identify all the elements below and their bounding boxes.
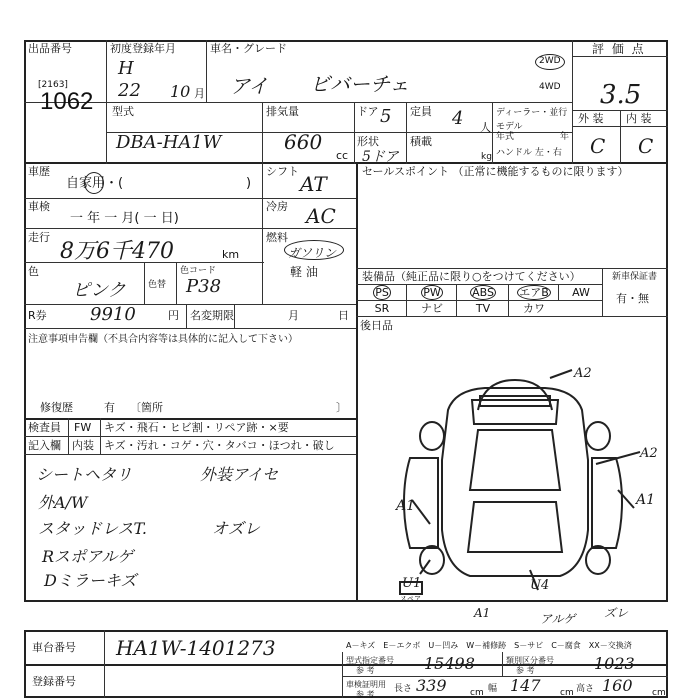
first-reg-label: 初度登録年月 <box>110 42 176 55</box>
color-change-label: 色替 <box>148 280 167 290</box>
warranty-label: 新車保証書 <box>612 272 658 282</box>
equipment-abs: ABS <box>472 286 494 299</box>
year-value: 22 <box>118 80 141 101</box>
mark-u1: U1 <box>402 576 422 591</box>
month-value: 10 <box>170 82 191 101</box>
displacement-value: 660 <box>284 130 323 154</box>
interior-check-label: 内装 <box>72 439 94 452</box>
later-items-label: 後日品 <box>360 319 393 332</box>
color-label: 色 <box>28 265 39 278</box>
repair-bracket-close: 〕 <box>336 401 347 414</box>
length-value: 339 <box>416 676 447 695</box>
length-label: 長さ <box>394 684 413 694</box>
exterior-grade: C <box>590 134 606 158</box>
aircon-value: AC <box>306 204 336 228</box>
type-value: 15498 <box>424 654 475 673</box>
fuel-circle <box>284 240 344 260</box>
interior-label: 内 装 <box>626 112 652 125</box>
history-close: ) <box>246 176 252 191</box>
interior-grade: C <box>638 134 654 158</box>
repair-label: 修復歴 <box>40 401 73 414</box>
mileage-value: 8万6千470 <box>60 239 174 264</box>
inspection-label: 車検 <box>28 200 50 213</box>
wheel-front-right <box>586 422 610 450</box>
inspection-value: 一 年 一 月( 一 日) <box>70 211 179 226</box>
drive-2wd: 2WD <box>539 56 561 66</box>
color-code-value: P38 <box>186 276 222 297</box>
registration-label: 登録番号 <box>32 675 76 688</box>
load-unit: kg <box>481 152 492 162</box>
model-label: 型式 <box>112 105 134 118</box>
model-year-label: モデル <box>496 122 523 132</box>
height-unit: cm <box>652 688 666 698</box>
car-name-label: 車名・グレード <box>210 42 287 55</box>
car-right-side <box>592 458 622 548</box>
frame-label: 車台番号 <box>32 641 76 654</box>
type-sub: 参 考 <box>356 666 375 675</box>
recycle-unit: 円 <box>168 309 179 322</box>
spare-label: スペア <box>400 595 421 603</box>
equipment-navi: ナビ <box>421 302 443 315</box>
note-spoiler: Rスポアルゲ <box>42 547 134 566</box>
mark-a1-rear: A1 <box>474 606 491 620</box>
category-sub: 参 考 <box>516 666 535 675</box>
name-change-month: 月 <box>288 309 299 322</box>
history-label: 車歴 <box>28 165 50 178</box>
capacity-label: 定員 <box>410 105 432 118</box>
color-code-label: 色コード <box>180 266 217 276</box>
doors-value: 5 <box>380 106 392 127</box>
name-change-label: 名変期限 <box>190 309 234 322</box>
category-value: 1023 <box>594 654 635 673</box>
year-unit: 年 <box>560 132 570 142</box>
color-value: ピンク <box>72 280 126 301</box>
shift-label: シフト <box>266 165 299 178</box>
type-label: 型式指定番号 <box>346 656 394 665</box>
fuel-label: 燃料 <box>266 231 288 244</box>
category-label: 類別区分番号 <box>506 656 554 665</box>
width-label: 幅 <box>488 684 498 694</box>
note-seat: シートヘタリ <box>36 465 133 484</box>
repair-bracket-open: 〔箇所 <box>130 401 163 414</box>
mark-a1-left: A1 <box>396 498 416 514</box>
history-circle <box>84 172 104 194</box>
fw-items: キズ・飛石・ヒビ割・リペア跡・×要 <box>104 421 289 434</box>
aircon-label: 冷房 <box>266 200 288 213</box>
rating-value: 3.5 <box>600 80 642 110</box>
note-mirror: Dミラーキズ <box>44 571 137 590</box>
car-rear-window <box>468 502 562 552</box>
month-unit: 月 <box>194 87 205 100</box>
era-value: H <box>118 58 134 79</box>
width-unit: cm <box>560 688 574 698</box>
lot-sub: [2163] <box>38 80 68 90</box>
car-diagram <box>360 340 666 600</box>
displacement-label: 排気量 <box>266 105 299 118</box>
car-hood <box>472 400 558 424</box>
notes-label: 注意事項申告欄（不具合内容等は具体的に記入して下さい） <box>28 334 298 345</box>
note-misalign: オズレ <box>212 519 260 538</box>
mark-misalign: ズレ <box>604 606 629 620</box>
equipment-leather: カワ <box>523 302 545 315</box>
drive-4wd: 4WD <box>539 82 561 92</box>
mark-a2-right: A2 <box>640 446 658 461</box>
handle-label: ハンドル 左・右 <box>496 148 562 158</box>
wheel-front-left <box>420 422 444 450</box>
lot-label: 出品番号 <box>28 42 72 55</box>
car-roof <box>470 430 560 490</box>
warranty-value: 有・無 <box>616 292 649 305</box>
repair-value: 有 <box>104 401 115 414</box>
capacity-unit: 人 <box>480 121 491 134</box>
car-body-outline <box>442 388 588 576</box>
dealer-label: ディーラー・並行 <box>496 108 568 118</box>
mark-a2-top: A2 <box>574 366 592 381</box>
doors-label: ドア <box>357 105 379 118</box>
grade-value: ビバーチェ <box>310 72 410 96</box>
exterior-label: 外 装 <box>578 112 604 125</box>
equipment-pw: PW <box>423 286 441 299</box>
equipment-ps: PS <box>375 286 389 299</box>
pointer-a1-right <box>618 490 634 508</box>
car-name-value: アイ <box>230 74 269 98</box>
frame-value: HA1W-1401273 <box>116 636 276 660</box>
mark-u4: U4 <box>530 578 550 593</box>
lot-number: 1062 <box>40 88 94 115</box>
fuel-option1: ガソリン <box>288 246 337 260</box>
check-label-1: 検査員 <box>28 421 61 434</box>
model-value: DBA-HA1W <box>116 132 222 153</box>
width-value: 147 <box>510 676 541 695</box>
interior-check-items: キズ・汚れ・コゲ・穴・タバコ・ほつれ・破し <box>104 439 335 452</box>
recycle-label: R券 <box>28 309 47 322</box>
shape-label: 形状 <box>357 135 379 148</box>
length-unit: cm <box>470 688 484 698</box>
note-exterior: 外装アイセ <box>200 465 279 484</box>
recycle-value: 9910 <box>90 304 136 325</box>
equipment-aw: AW <box>572 286 590 299</box>
equipment-tv: TV <box>475 302 491 315</box>
pointer-a2-front <box>550 370 572 378</box>
mileage-label: 走行 <box>28 231 50 244</box>
note-aw: 外A/W <box>38 493 88 512</box>
name-change-day: 日 <box>338 309 349 322</box>
mileage-unit: km <box>222 248 240 261</box>
cert-sub: 参 考 <box>356 690 375 699</box>
equipment-label: 装備品（純正品に限り○をつけてください） <box>362 270 581 283</box>
capacity-value: 4 <box>452 108 464 129</box>
displacement-unit: cc <box>336 149 349 162</box>
load-label: 積載 <box>410 135 432 148</box>
sales-point-label: セールスポイント （正常に機能するものに限ります） <box>362 165 629 178</box>
fuel-option2: 軽 油 <box>290 265 318 279</box>
shift-value: AT <box>300 172 327 196</box>
equipment-sr: SR <box>374 302 390 315</box>
note-studless: スタッドレスT. <box>38 519 147 538</box>
check-label-2: 記入欄 <box>28 439 61 452</box>
height-value: 160 <box>602 676 633 695</box>
year-label: 年式 <box>496 132 515 142</box>
legend-text: A－キズ E－エクボ U－凹み W－補修跡 S－サビ C－腐食 XX－交換済 <box>346 641 632 650</box>
height-label: 高さ <box>576 684 595 694</box>
mark-spoiler: アルゲ <box>540 612 576 626</box>
rating-label: 評 価 点 <box>592 42 646 56</box>
mark-a1-right: A1 <box>636 492 656 508</box>
equipment-airbag: エアB <box>519 286 549 299</box>
history-value: 自家用・( <box>66 176 124 191</box>
shape-value: 5ドア <box>362 149 399 165</box>
cert-label: 車検証明用 <box>346 680 386 689</box>
wheel-rear-right <box>586 546 610 574</box>
fw-label: FW <box>74 421 92 434</box>
